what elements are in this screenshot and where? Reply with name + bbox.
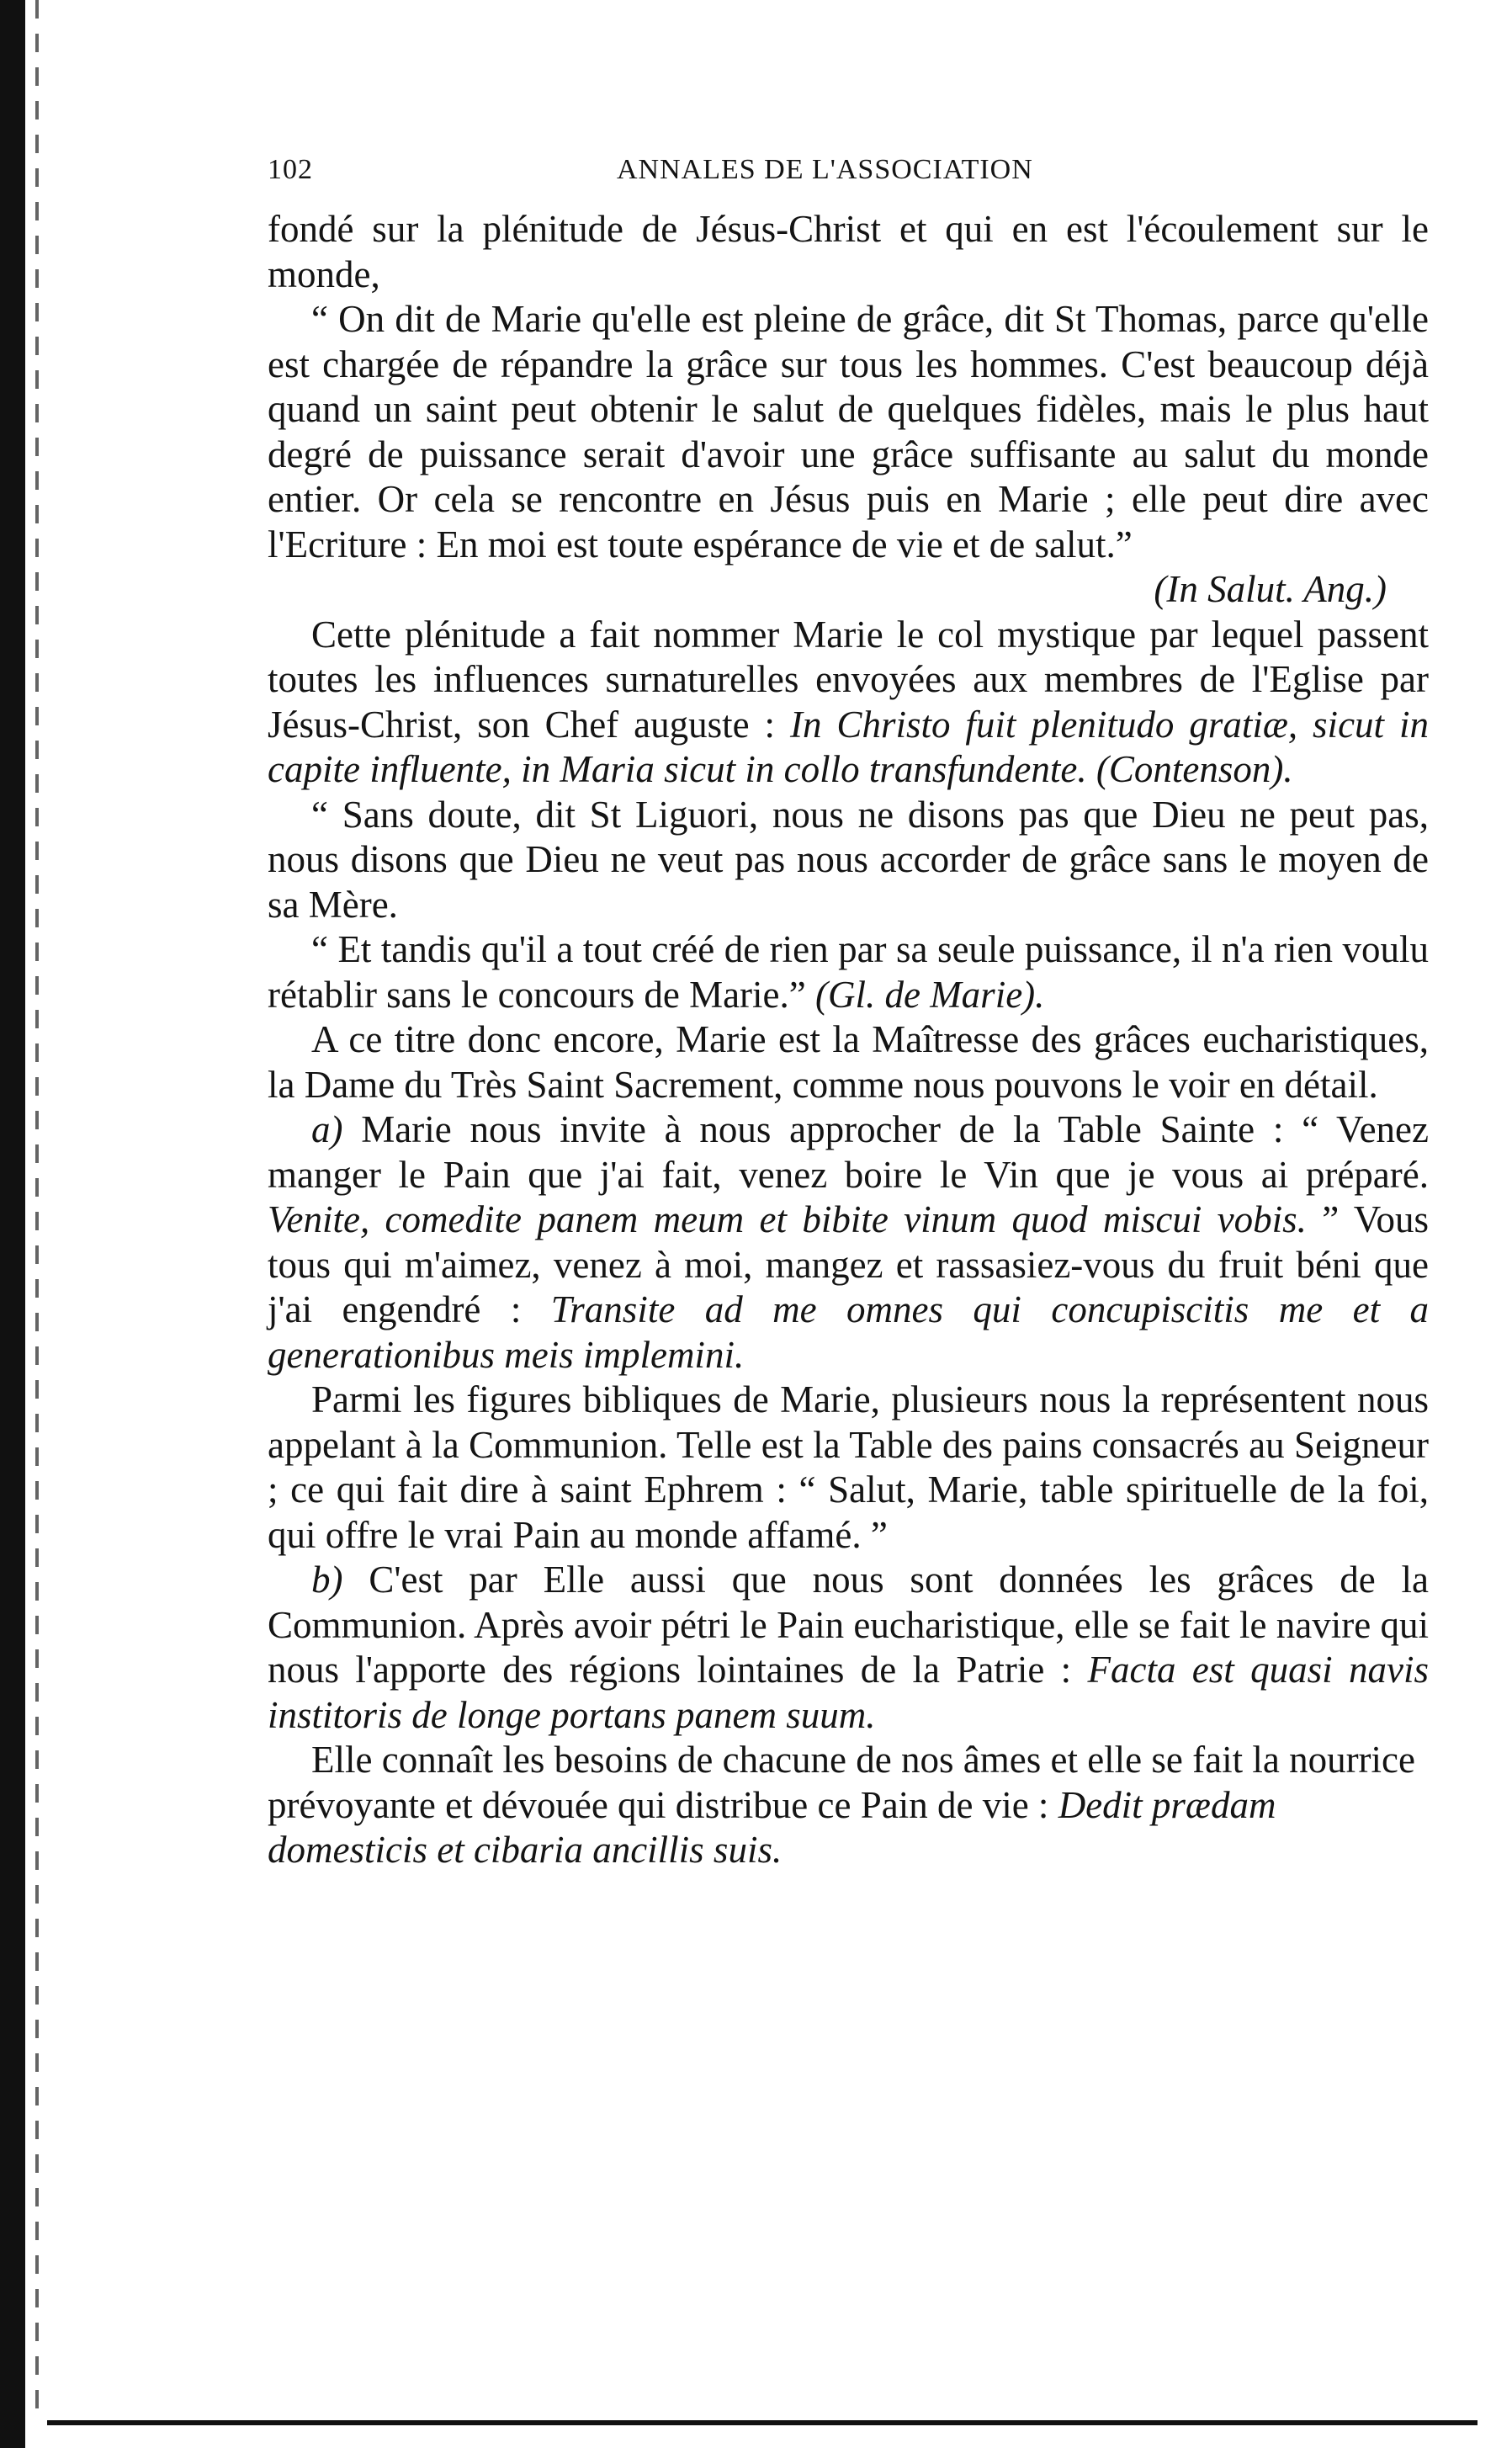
paragraph-9-text: C'est par Elle aussi que nous sont données les grâces de la Communion. Après avoir pétri le Pain eucharistique, elle se fait le navire qui nous l'apporte des régions lointaines de la Patrie :	[268, 1559, 1429, 1691]
paragraph-5	[268, 927, 1429, 1017]
latin-quote-venite: Venite, comedite panem meum et bibite vinum quod miscui vobis.	[268, 1198, 1307, 1240]
paragraph-7-text-2: ” Vous tous qui m'aimez, venez à moi, mangez et rassasiez-vous du fruit béni que j'ai engendré :	[268, 1198, 1430, 1330]
paragraph-9	[268, 1558, 1429, 1738]
paragraph-1: fondé sur la plénitude de Jésus-Christ et qui en est l'écoulement sur le monde,	[268, 208, 1429, 295]
paragraph-7-text-1: Marie nous invite à nous approcher de la Table Sainte : “ Venez manger le Pain que j'ai fait, venez boire le Vin que je vous ai préparé.	[268, 1108, 1429, 1196]
paragraph-2: “ On dit de Marie qu'elle est pleine de grâce, dit St Thomas, parce qu'elle est chargée de répandre la grâce sur tous les hommes. C'est beaucoup déjà quand un saint peut obtenir le salut de quelques fidèles, mais le plus haut degré de puissance serait d'avoir une grâce suffisante au salut du monde entier. Or cela se rencontre en Jésus puis en Marie ; elle peut dire avec l'Ecriture : En moi est toute espérance de vie et de salut.”	[268, 298, 1429, 566]
paragraph-3	[268, 613, 1429, 793]
paragraph-7	[268, 1107, 1429, 1378]
latin-quote-transite: Transite ad me omnes qui concupiscitis me et a generationibus meis implemini.	[268, 1288, 1429, 1376]
paragraph-8: Parmi les figures bibliques de Marie, plusieurs nous la représentent nous appelant à la Communion. Telle est la Table des pains consacrés au Seigneur ; ce qui fait dire à saint Ephrem : “ Salut, Marie, table spirituelle de la foi, qui offre le vrai Pain au monde affamé. ”	[268, 1378, 1429, 1556]
bottom-scan-edge	[47, 2420, 1478, 2425]
paragraph-6: A ce titre donc encore, Marie est la Maîtresse des grâces eucharistiques, la Dame du Très Saint Sacrement, comme nous pouvons le voir en détail.	[268, 1018, 1429, 1106]
citation-in-salut: (In Salut. Ang.)	[1154, 568, 1387, 610]
body-text	[268, 207, 1429, 1873]
paragraph-10-text: Elle connaît les besoins de chacune de nos âmes et elle se fait la nourrice prévoyante et dévouée qui distribue ce Pain de vie :	[268, 1739, 1415, 1826]
page-number: 102	[268, 154, 313, 185]
paragraph-4: “ Sans doute, dit St Liguori, nous ne disons pas que Dieu ne peut pas, nous disons que Dieu ne veut pas nous accorder de grâce sans le moyen de sa Mère.	[268, 793, 1429, 926]
citation-gloires-de-marie: (Gl. de Marie).	[814, 973, 1045, 1016]
paragraph-3-text: Cette plénitude a fait nommer Marie le col mystique par lequel passent toutes les influences surnaturelles envoyées aux membres de l'Eglise par Jésus-Christ, son Chef auguste :	[268, 613, 1429, 746]
latin-quote-contenson: In Christo fuit plenitudo gratiæ, sicut in capite influente, in Maria sicut in collo transfundente. (Contenson).	[268, 703, 1429, 790]
latin-quote-dedit: Dedit prædam domesticis et cibaria ancillis suis.	[268, 1783, 1276, 1871]
page-edge-shadow	[35, 0, 39, 2424]
section-label-b: b)	[311, 1559, 343, 1601]
latin-quote-facta-est: Facta est quasi navis institoris de longe portans panem suum.	[268, 1649, 1429, 1736]
running-title: ANNALES DE L'ASSOCIATION	[617, 154, 1033, 185]
book-spine-shadow	[0, 0, 25, 2448]
paragraph-10	[268, 1738, 1429, 1873]
paragraph-5-text: “ Et tandis qu'il a tout créé de rien par sa seule puissance, il n'a rien voulu rétablir sans le concours de Marie.”	[268, 928, 1429, 1016]
running-head	[268, 154, 1143, 193]
section-label-a: a)	[311, 1108, 343, 1150]
